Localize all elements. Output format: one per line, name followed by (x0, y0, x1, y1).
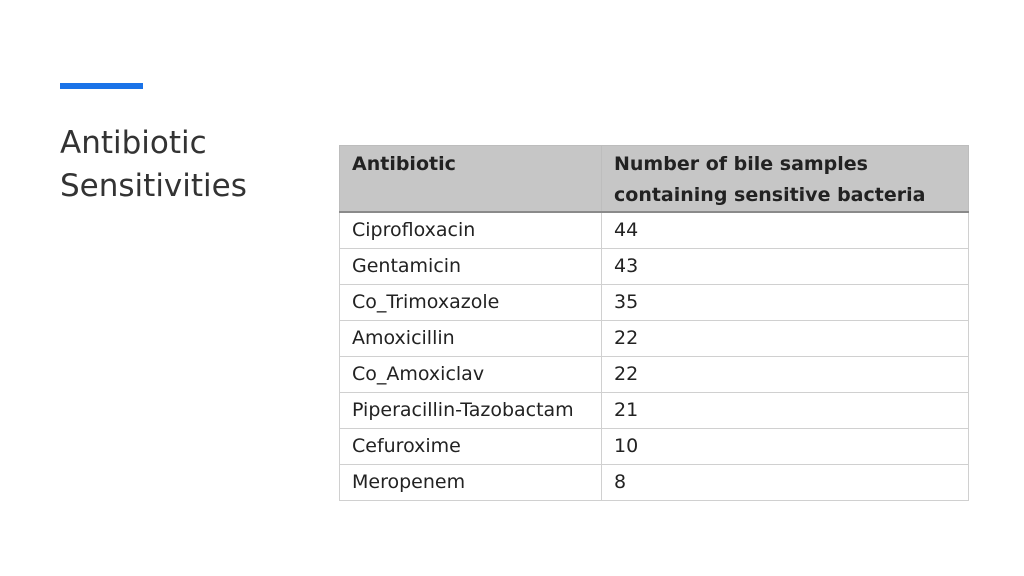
antibiotic-cell: Meropenem (340, 465, 602, 501)
count-cell: 35 (602, 285, 969, 321)
count-cell: 43 (602, 249, 969, 285)
count-cell: 22 (602, 357, 969, 393)
header-antibiotic: Antibiotic (340, 146, 602, 213)
table-row (340, 393, 969, 429)
antibiotic-cell: Co_Trimoxazole (340, 285, 602, 321)
table-header-row (340, 146, 969, 213)
table-row (340, 212, 969, 249)
table-row (340, 285, 969, 321)
table-row (340, 249, 969, 285)
antibiotic-cell: Co_Amoxiclav (340, 357, 602, 393)
slide-title (60, 122, 320, 208)
antibiotic-cell: Amoxicillin (340, 321, 602, 357)
slide-title-line-2: Sensitivities (60, 168, 247, 204)
count-cell: 44 (602, 212, 969, 249)
table-row (340, 321, 969, 357)
table-row (340, 465, 969, 501)
count-cell: 21 (602, 393, 969, 429)
count-cell: 10 (602, 429, 969, 465)
antibiotic-cell: Cefuroxime (340, 429, 602, 465)
count-cell: 8 (602, 465, 969, 501)
antibiotic-sensitivity-table (339, 145, 969, 501)
header-sample-count: Number of bile samples containing sensitive bacteria (602, 146, 969, 213)
table-row (340, 357, 969, 393)
title-accent-bar (60, 83, 143, 89)
table-row (340, 429, 969, 465)
slide-title-line-1: Antibiotic (60, 125, 207, 161)
antibiotic-cell: Gentamicin (340, 249, 602, 285)
count-cell: 22 (602, 321, 969, 357)
antibiotic-cell: Ciprofloxacin (340, 212, 602, 249)
antibiotic-cell: Piperacillin-Tazobactam (340, 393, 602, 429)
